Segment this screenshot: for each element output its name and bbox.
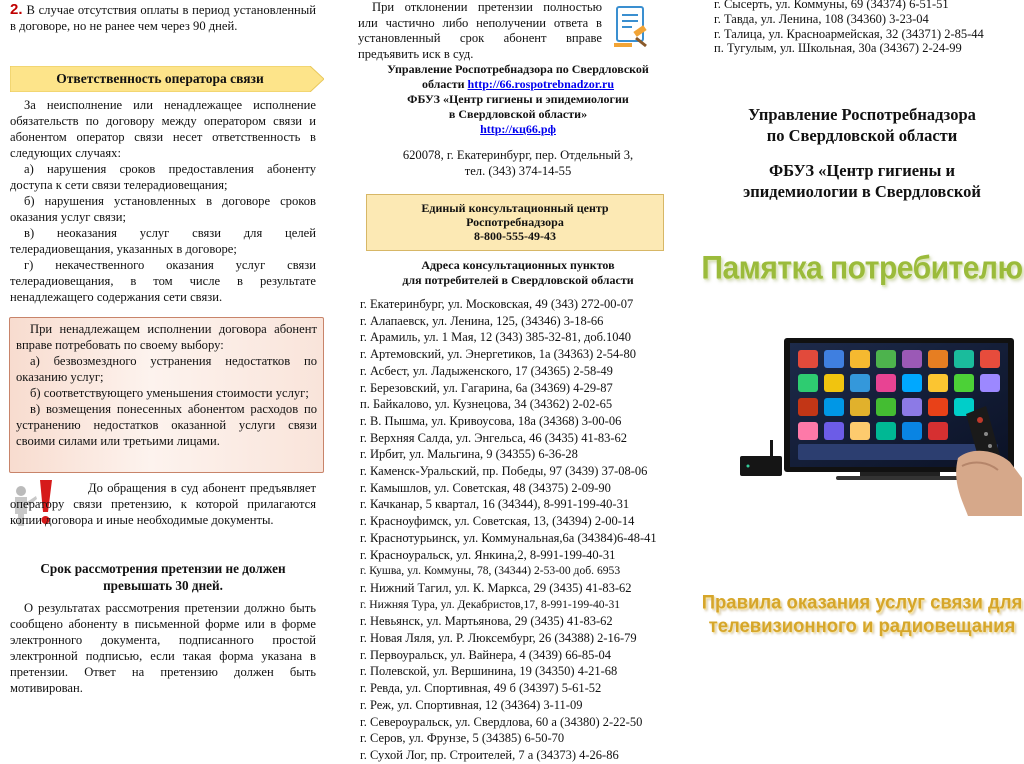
claim-deadline: Срок рассмотрения претензии не должен превышать 30 дней. (40, 561, 286, 593)
list-item: г. Новая Ляля, ул. Р. Люксембург, 26 (34388) 2-16-79 (360, 631, 637, 646)
responsibility-item: б) нарушения установленных в договоре сроков оказания услуг связи; (10, 194, 316, 224)
consulting-points-list (360, 296, 690, 764)
refusal-text: При отклонении претензии полностью или частично либо неполучении ответа в установленный срок абонент вправе предъявить иск в суд. (358, 0, 602, 61)
list-item: г. Сысерть, ул. Коммуны, 69 (34374) 6-51-51 (714, 0, 949, 11)
consumer-memo-title: Памятка потребителю (701, 250, 1023, 287)
list-item: г. Реж, ул. Спортивная, 12 (34364) 3-11-09 (360, 697, 583, 712)
operator-responsibility-banner (10, 66, 324, 92)
org2-line-1: ФБУЗ «Центр гигиены и (768, 161, 956, 180)
tv-icon (740, 336, 1022, 516)
list-item: г. Нижний Тагил, ул. К. Маркса, 29 (3435) 41-83-62 (360, 580, 632, 595)
list-item: г. В. Пышма, ул. Кривоусова, 18а (34368) 3-00-06 (360, 413, 622, 428)
rights-item: б) соответствующего уменьшения стоимости услуг; (30, 386, 309, 400)
list-item: п. Тугулым, ул. Школьная, 30а (34367) 2-24-99 (714, 41, 962, 56)
consulting-heading-2: для потребителей в Свердловской области (402, 273, 634, 287)
org2-line-2: эпидемиологии в Свердловской (743, 182, 981, 201)
list-item: г. Сухой Лог, пр. Строителей, 7 а (34373) 4-26-86 (360, 747, 619, 762)
list-item: г. Краснотурьинск, ул. Коммунальная,6а (34384)6-48-41 (360, 530, 657, 545)
list-item: г. Верхняя Салда, ул. Энгельса, 46 (3435) 41-83-62 (360, 430, 628, 445)
rospotrebnadzor-contacts (352, 62, 684, 137)
list-item: г. Ревда, ул. Спортивная, 49 б (34397) 5-61-52 (360, 681, 602, 696)
responsibility-item: в) неоказания услуг связи для целей телерадиовещания, указанных в договоре; (10, 226, 316, 256)
list-item: г. Алапаевск, ул. Ленина, 125, (34346) 3-18-66 (360, 313, 604, 328)
fbuz-website-link[interactable]: http://кц66.рф (480, 122, 556, 136)
phone-line: тел. (343) 374-14-55 (464, 164, 572, 178)
document-gavel-icon (612, 4, 652, 53)
column-middle (352, 0, 684, 762)
responsibility-intro: За неисполнение или ненадлежащее исполнение обязательств по договору между оператором связи и абонентом оператор связи несет ответственность в следующих случаях: (10, 98, 316, 160)
list-item: г. Асбест, ул. Ладыженского, 17 (34365) 2-58-49 (360, 363, 613, 378)
list-item: г. Серов, ул. Фрунзе, 5 (34385) 6-50-70 (360, 731, 565, 746)
list-item: г. Екатеринбург, ул. Московская, 49 (343) 272-00-07 (360, 297, 634, 311)
item-2 (10, 2, 316, 34)
rules-line-2: телевизионного и радиовещания (708, 614, 1016, 637)
list-item: г. Тавда, ул. Ленина, 108 (34360) 3-23-04 (714, 11, 929, 26)
court-section (10, 480, 316, 528)
center-address (352, 147, 684, 179)
list-item: г. Березовский, ул. Гагарина, 6а (34369) 4-29-87 (360, 380, 613, 395)
org1-line-1: Управление Роспотребнадзора (748, 105, 976, 124)
list-item: г. Красноуральск, ул. Янкина,2, 8-991-199-40-31 (360, 547, 616, 562)
banner-title: Ответственность оператора связи (56, 71, 264, 86)
consulting-points-heading (352, 258, 684, 288)
list-item: г. Талица, ул. Красноармейская, 32 (34371) 2-85-44 (714, 26, 984, 41)
responsibility-item: г) некачественного оказания услуг связи телерадиовещания, в том числе в результате ненадлежащего содержания сети связи. (10, 258, 316, 304)
list-item: г. Камышлов, ул. Советская, 48 (34375) 2-09-90 (360, 480, 611, 495)
organization-title-rpn (700, 104, 1024, 146)
consulting-heading-1: Адреса консультационных пунктов (421, 258, 615, 272)
organization-title-fbuz (700, 160, 1024, 202)
list-item: г. Каменск-Уральский, пр. Победы, 97 (3439) 37-08-06 (360, 464, 648, 479)
list-item: г. Североуральск, ул. Свердлова, 60 а (34380) 2-22-50 (360, 714, 643, 729)
fbuz-title: ФБУЗ «Центр гигиены и эпидемиологии (407, 92, 629, 106)
item-2-text: В случае отсутствия оплаты в период установленный в договоре, но не ранее чем через 90 дней. (10, 3, 316, 33)
responsibility-section (10, 97, 316, 305)
unified-consulting-center-box (366, 194, 664, 251)
rights-item: а) безвозмездного устранения недостатков по оказанию услуг; (16, 354, 317, 384)
list-item: г. Арамиль, ул. 1 Мая, 12 (343) 385-32-81, доб.1040 (360, 330, 632, 345)
address-line: 620078, г. Екатеринбург, пер. Отдельный 3, (402, 148, 634, 162)
rules-line-1: Правила оказания услуг связи для (701, 590, 1023, 613)
ucc-title-2: Роспотребнадзора (466, 215, 564, 229)
fbuz-title-2: в Свердловской области» (448, 107, 588, 121)
list-item: г. Артемовский, ул. Энергетиков, 1а (34363) 2-54-80 (360, 347, 636, 362)
list-item: г. Кушва, ул. Коммуны, 78, (34344) 2-53-00 доб. 6953 (360, 564, 621, 578)
rpn-website-link[interactable]: http://66.rospotrebnadzor.ru (467, 77, 615, 91)
list-item: г. Ирбит, ул. Мальгина, 9 (34355) 6-36-28 (360, 447, 578, 462)
list-item: г. Нижняя Тура, ул. Декабристов,17, 8-991-199-40-31 (360, 597, 621, 611)
rpn-title-2: области (421, 77, 465, 91)
court-text: До обращения в суд абонент предъявляет оператору связи претензию, к которой прилагаются копии договора и иные необходимые документы. (10, 481, 316, 527)
list-item: г. Красноуфимск, ул. Советская, 13, (34394) 2-00-14 (360, 514, 635, 529)
subscriber-rights-box (9, 317, 324, 473)
list-item: г. Полевской, ул. Вершинина, 19 (34350) 4-21-68 (360, 664, 618, 679)
list-item: г. Первоуральск, ул. Вайнера, 4 (3439) 66-85-04 (360, 647, 612, 662)
result-section (10, 600, 316, 696)
list-item: г. Невьянск, ул. Мартьянова, 29 (3435) 41-83-62 (360, 614, 613, 629)
org1-line-2: по Свердловской области (766, 126, 958, 145)
responsibility-item: а) нарушения сроков предоставления абоненту доступа к сети связи телерадиовещания; (10, 162, 316, 192)
list-item: п. Байкалово, ул. Кузнецова, 34 (34362) 2-02-65 (360, 397, 613, 412)
rights-intro: При ненадлежащем исполнении договора абонент вправе потребовать по своему выбору: (16, 322, 317, 352)
rules-title (700, 591, 1024, 638)
item-2-number: 2. (10, 1, 23, 18)
tv-remote-illustration (740, 336, 1022, 516)
result-text: О результатах рассмотрения претензии должно быть сообщено абоненту в письменной форме или в форме электронного документа, подписанного простой электронной подписью, если такая форма указана в претензии. Ответ на претензию должен быть мотивирован. (10, 601, 316, 695)
list-item: г. Качканар, 5 квартал, 16 (34344), 8-991-199-40-31 (360, 497, 630, 512)
consulting-points-list-continued (714, 0, 1014, 56)
ucc-phone: 8-800-555-49-43 (474, 229, 556, 243)
rpn-title: Управление Роспотребнадзора по Свердловской (387, 62, 649, 76)
column-right (700, 0, 1023, 712)
ucc-title: Единый консультационный центр (421, 201, 609, 215)
column-left (6, 0, 324, 712)
rights-item: в) возмещения понесенных абонентом расходов по устранению недостатков оказанной услуги связи своими силами или третьими лицами. (16, 402, 317, 448)
